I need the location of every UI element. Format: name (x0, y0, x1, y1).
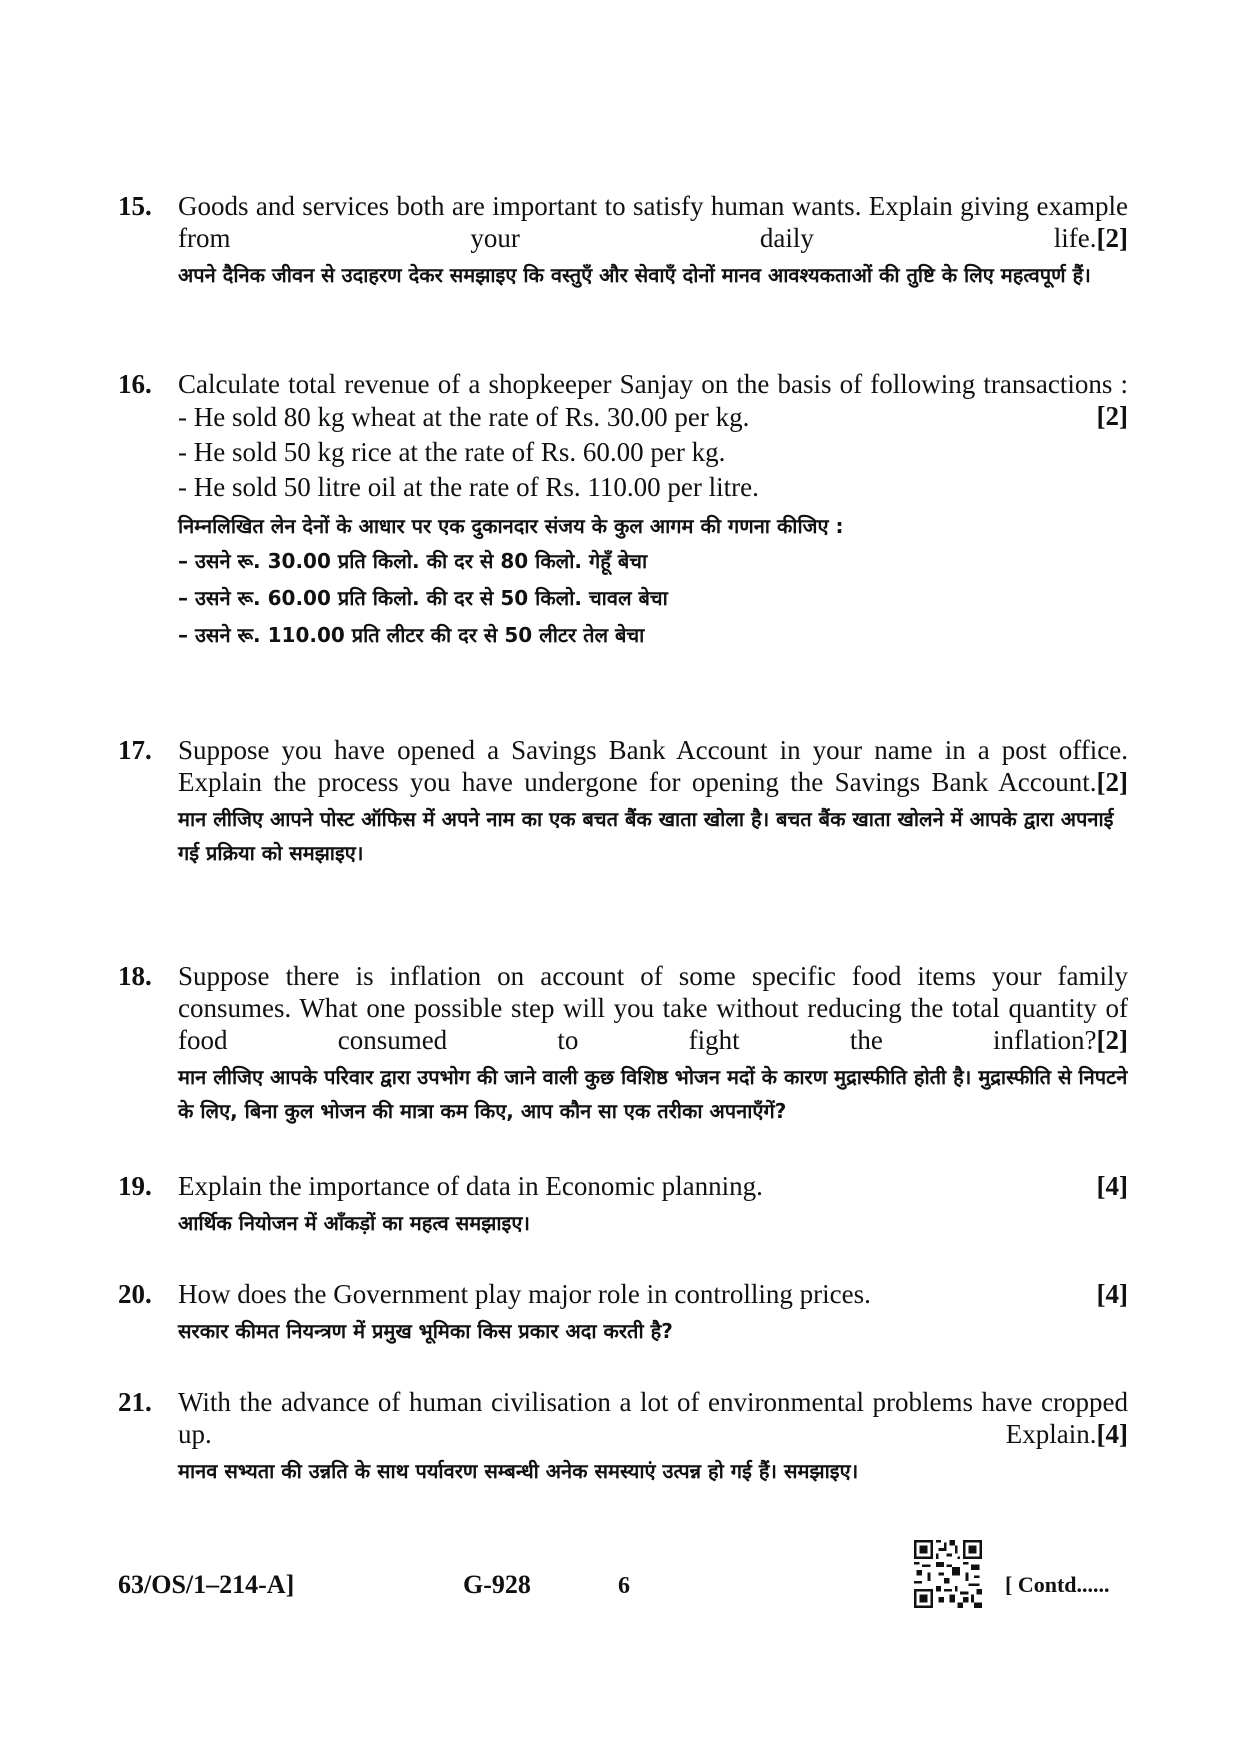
question-text-en: How does the Government play major role in controlling prices. [4] (178, 1279, 1128, 1309)
marks: [2] (1096, 767, 1128, 797)
question-number: 18. (118, 961, 152, 991)
paper-code: 63/OS/1–214-A] (118, 1570, 295, 1599)
question-text-hi: निम्नलिखित लेन देनों के आधार पर एक दुकानदार संजय के कुल आगम की गणना कीजिए : (178, 514, 844, 538)
qr-code-icon (914, 1540, 982, 1608)
marks: [2] (1096, 223, 1128, 253)
marks: [2] (1096, 1025, 1128, 1055)
continued-label: [ Contd...... (1005, 1572, 1110, 1597)
question-20 (118, 1278, 1128, 1348)
question-number: 15. (118, 191, 152, 221)
question-text-hi: सरकार कीमत नियन्त्रण में प्रमुख भूमिका किस प्रकार अदा करती है? (178, 1319, 673, 1343)
question-text-en: Calculate total revenue of a shopkeeper Sanjay on the basis of following transactions : [2] (178, 369, 1128, 431)
question-17 (118, 734, 1128, 870)
question-text-hi: मानव सभ्यता की उन्नति के साथ पर्यावरण सम्बन्धी अनेक समस्याएं उत्पन्न हो गई हैं। समझाइए। (178, 1459, 859, 1483)
question-text-hi: अपने दैनिक जीवन से उदाहरण देकर समझाइए कि वस्तुएँ और सेवाएँ दोनों मानव आवश्यकताओं की तुष्टि के लिए महत्वपूर्ण हैं। (178, 263, 1091, 287)
transaction-item-hi: – उसने रू. 110.00 प्रति लीटर की दर से 50 लीटर तेल बेचा (178, 623, 645, 647)
transaction-item: - He sold 50 litre oil at the rate of Rs. 110.00 per litre. (178, 472, 759, 502)
question-16 (118, 368, 1128, 654)
question-19 (118, 1170, 1128, 1240)
marks: [4] (1096, 1279, 1128, 1309)
transaction-item: - He sold 80 kg wheat at the rate of Rs. 30.00 per kg. (178, 402, 750, 432)
question-text-hi: आर्थिक नियोजन में आँकड़ों का महत्व समझाइए। (178, 1211, 530, 1235)
question-number: 19. (118, 1171, 152, 1201)
question-number: 17. (118, 735, 152, 765)
question-number: 21. (118, 1387, 152, 1417)
question-15 (118, 190, 1128, 292)
question-number: 16. (118, 369, 152, 399)
question-text-en: Goods and services both are important to satisfy human wants. Explain giving example from your daily life. [2] (178, 191, 1128, 253)
question-number: 20. (118, 1279, 152, 1309)
transaction-item: - He sold 50 kg rice at the rate of Rs. 60.00 per kg. (178, 437, 726, 467)
marks: [2] (1096, 401, 1128, 431)
question-text-hi: मान लीजिए आपके परिवार द्वारा उपभोग की जाने वाली कुछ विशिष्ठ भोजन मदों के कारण मुद्रास्फीति होती है। मुद्रास्फीति से निपटने के लिए, बिना कुल भोजन की मात्रा कम किए, आप कौन सा एक तरीका अपनाएँगें? (178, 1065, 1128, 1123)
question-18 (118, 960, 1128, 1128)
question-text-en: With the advance of human civilisation a lot of environmental problems have cropped up. Explain. [4] (178, 1387, 1128, 1449)
marks: [4] (1096, 1419, 1128, 1449)
question-text-en: Suppose there is inflation on account of some specific food items your family consumes. What one possible step will you take without reducing the total quantity of food consumed to fight the inflation? [2] (178, 961, 1128, 1055)
question-text-hi: मान लीजिए आपने पोस्ट ऑफिस में अपने नाम का एक बचत बैंक खाता खोला है। बचत बैंक खाता खोलने में आपके द्वारा अपनाई गई प्रक्रिया को समझाइए। (178, 807, 1114, 865)
marks: [4] (1096, 1171, 1128, 1201)
question-21 (118, 1386, 1128, 1488)
page-number: 6 (618, 1573, 630, 1599)
series-code: G-928 (463, 1570, 531, 1599)
transaction-item-hi: – उसने रू. 30.00 प्रति किलो. की दर से 80 किलो. गेहूँ बेचा (178, 549, 648, 573)
question-text-en: Suppose you have opened a Savings Bank Account in your name in a post office. Explain the process you have undergone for opening the Savings Bank Account. [2] (178, 735, 1128, 797)
transaction-item-hi: – उसने रू. 60.00 प्रति किलो. की दर से 50 किलो. चावल बेचा (178, 586, 668, 610)
question-text-en: Explain the importance of data in Economic planning. [4] (178, 1171, 1128, 1201)
